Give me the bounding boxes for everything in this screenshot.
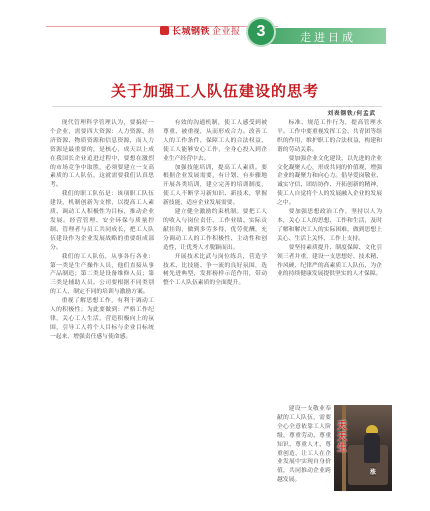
paragraph: 要加强企业文化建设，以先进的企业文化凝聚人心，形成共同的价值观，增强企业的凝聚力和向心力。倡导爱岗敬业、诚实守信、团结协作、开拓创新的精神，使工人自觉将个人的发展融入企业的发展之中。 (277, 155, 382, 207)
photo-caption: 天天生 (337, 421, 347, 454)
page-header (0, 0, 430, 66)
article-title: 关于加强工人队伍建设的思考 (110, 82, 319, 100)
title-divider (52, 106, 382, 107)
paragraph: 我们的工人队伍，从事各行各业：第一类是生产操作人员，他们直接从事产品制造；第二类是设备维修人员；第三类是辅助人员。公司要根据不同类别的工人，制定不同的培训与激励方案。 (50, 253, 154, 296)
brand-title: 长城钢铁 (172, 27, 211, 37)
article-column-1 (50, 119, 154, 499)
paragraph: 要坚持素质提升、制度保障、文化引领三者并重，建设一支思想好、技术精、作风硬、纪律严的高素质工人队伍，为企业的持续健康发展提供坚实的人才保障。 (277, 244, 382, 278)
issue-number-badge: 3 (248, 19, 274, 45)
article-column-3-continued (277, 405, 331, 501)
section-label: 走进日成 (300, 31, 356, 44)
paragraph: 重视了解思想工作，有利于调动工人的积极性；为此要做到：严格工作纪律，关心工人生活，营造积极向上的氛围，引导工人将个人目标与企业目标统一起来，增强责任感与使命感。 (50, 298, 154, 340)
brand-suffix: 企业报 (212, 27, 241, 37)
worker-photo (334, 405, 392, 491)
paragraph: 建设一支敬业奉献的工人队伍，需要全心全意依靠工人阶级，尊重劳动、尊重知识、尊重人才、尊重创造，让工人在企业发展中实现自身价值，共同推动企业跨越发展。 (277, 406, 331, 484)
article-column-3 (277, 119, 382, 401)
article-byline: 刘表钢铁/何孟武 (327, 111, 376, 117)
paragraph: 有效的沟通机制，使工人感受到被尊重、被重视，从而形成合力。改善工人的工作条件，保障工人的合法权益，使工人能够安心工作，全身心投入到企业生产经营中去。 (163, 120, 267, 162)
paragraph: 现代管理科学管理认为，要搞好一个企业，需要四大资源：人力资源、经济资源、物质资源和信息资源，而人力资源是最重要的，是核心，成天以上成在我国长企业追进过程中，要想在激烈的市场竞争中取胜，必须要建立一支高素质的工人队伍，这就需要我们认真思考。 (50, 120, 154, 189)
brand-logo-icon (160, 26, 169, 35)
paragraph: 开展技术比武与岗位练兵，营造学技术、比技能、争一流的良好氛围，选树先进典型，发挥榜样示范作用，带动整个工人队伍素质的全面提升。 (163, 253, 267, 287)
article-column-2 (163, 119, 267, 499)
paragraph: 标准、规范工作行为，提高管理水平。工作中要重视发挥工会、共青团等组织的作用，维护职工的合法权益，构建和谐的劳动关系。 (277, 120, 382, 153)
hard-hat-icon (366, 425, 378, 433)
brand-name (172, 24, 241, 37)
photo-caption-small: 涨 (370, 469, 377, 476)
paragraph: 我们的职工队伍是：该项职工队伍建设，机制创新为支撑，以提高工人素质、调动工人积极性为目标，推动企业发展。经营管理、安全环保与质量控制、管理者与员工共同成长，把工人队伍建设作为企业发展战略的重要组成部分。 (50, 191, 154, 251)
paragraph: 要加强思想政治工作，坚持以人为本，关心工人的思想、工作和生活，及时了解和解决工人的实际困难，做到思想上关心、生活上关怀、工作上支持。 (277, 209, 382, 242)
photo-worker (364, 433, 380, 463)
paragraph: 建立健全激励约束机制。要把工人的收入与岗位责任、工作业绩、实际贡献挂钩，做到多劳多得，优劳优酬，充分调动工人的工作积极性、主动性和创造性，让优秀人才脱颖而出。 (163, 209, 267, 251)
paragraph: 加强技能培训，提高工人素质。要根据企业发展需要，有计划、有步骤地开展各类培训，建立完善的培训制度，使工人不断学习新知识、新技术，掌握新技能，适应企业发展需要。 (163, 164, 267, 207)
